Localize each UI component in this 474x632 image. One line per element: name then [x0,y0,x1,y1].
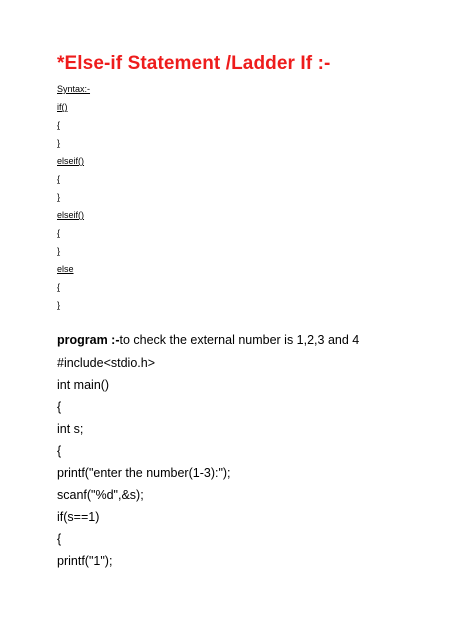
section-heading: *Else-if Statement /Ladder If :- [57,53,331,74]
program-label: program :- [57,333,120,347]
code-line: int s; [57,422,84,436]
syntax-line: elseif() [57,210,85,220]
code-line: printf("1"); [57,554,113,568]
code-line: { [57,444,62,458]
code-line: { [57,532,62,546]
syntax-line: elseif() [57,156,85,166]
syntax-line: } [57,246,61,256]
code-line: if(s==1) [57,510,100,524]
code-line: #include<stdio.h> [57,356,155,370]
syntax-line: { [57,174,61,184]
syntax-label: Syntax:- [57,84,91,94]
syntax-line: else [57,264,74,274]
program-description-line [57,333,359,347]
syntax-line: if() [57,102,68,112]
syntax-line: } [57,300,61,310]
syntax-line: } [57,138,61,148]
syntax-line: { [57,282,61,292]
code-line: scanf("%d",&s); [57,488,144,502]
code-line: int main() [57,378,110,392]
code-line: { [57,400,62,414]
syntax-line: { [57,120,61,130]
syntax-line: } [57,192,61,202]
program-description: to check the external number is 1,2,3 and 4 [119,333,360,347]
code-line: printf("enter the number(1-3):"); [57,466,231,480]
syntax-line: { [57,228,61,238]
